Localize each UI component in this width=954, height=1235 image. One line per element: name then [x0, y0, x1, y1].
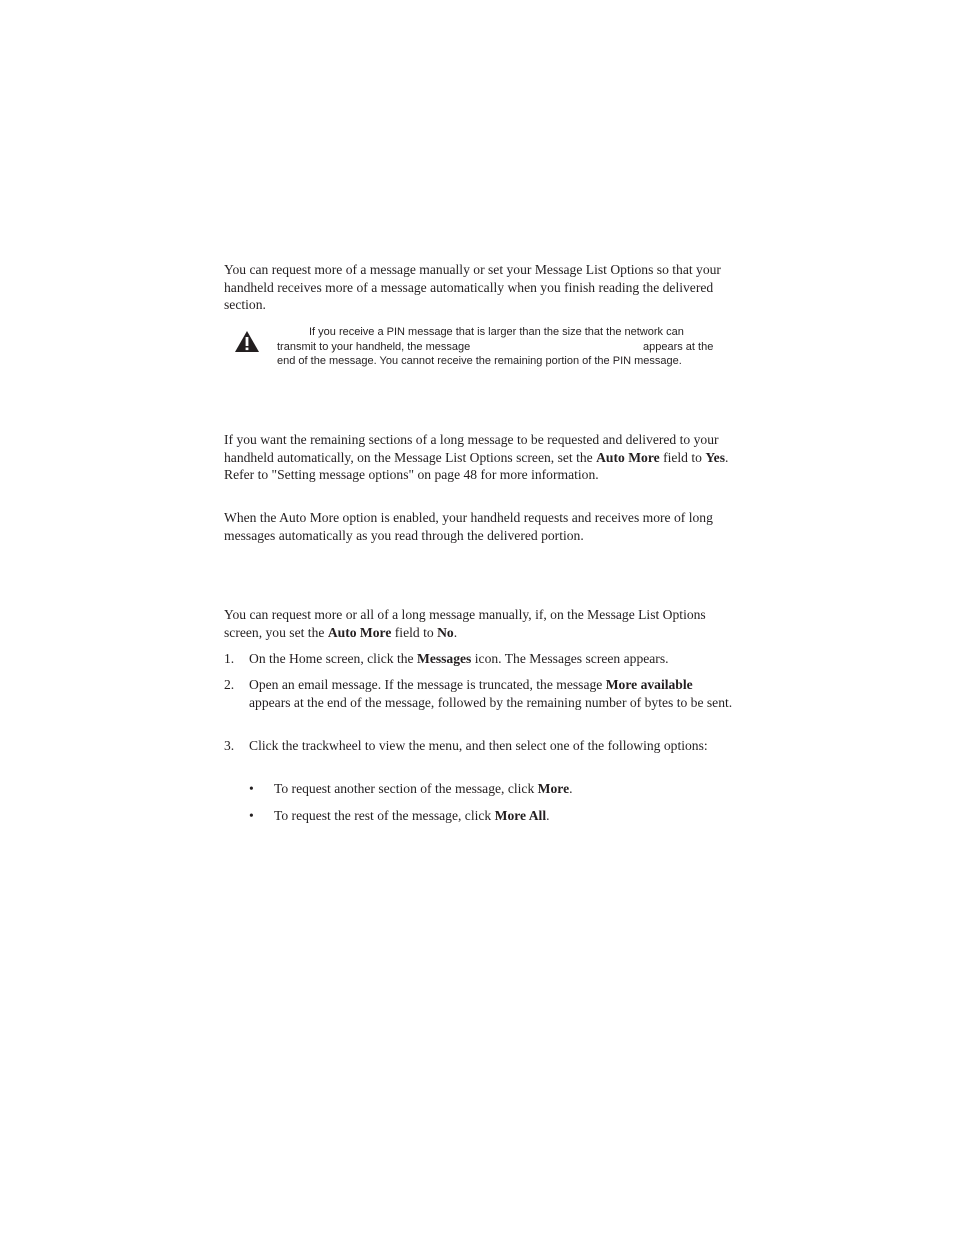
- manual-request-paragraph: [224, 606, 734, 641]
- auto-p1-text-a: If you want the remaining sections of a long message to be requested and delivered to your handheld automatically, on the Message List Options screen, set the: [224, 432, 719, 465]
- messages-icon-label: Messages: [416, 651, 472, 666]
- auto-more-field-label-2: Auto More: [327, 624, 392, 640]
- list-item: [224, 676, 734, 730]
- no-value-label: No: [437, 624, 454, 640]
- step-2-text-a: Open an email message. If the message is truncated, the message: [249, 677, 606, 692]
- list-item: [224, 737, 734, 773]
- auto-p2-text: When the Auto More option is enabled, your handheld requests and receives more of long messages automatically as you read through the delivered portion.: [224, 510, 713, 543]
- step-number: 2.: [224, 677, 235, 692]
- auto-more-paragraph: [224, 431, 734, 484]
- yes-value-label: Yes: [705, 449, 725, 465]
- warning-icon: [234, 330, 260, 353]
- note-line-2: [277, 340, 727, 355]
- more-menu-label: More: [537, 781, 570, 796]
- note-block: [277, 325, 727, 369]
- bullet-glyph: •: [249, 808, 254, 823]
- step-number: 1.: [224, 651, 235, 666]
- bullet-2-text-b: .: [546, 808, 550, 823]
- manual-p1-text-c: .: [453, 624, 458, 640]
- bullet-glyph: •: [249, 781, 254, 796]
- step-1-text-a: On the Home screen, click the: [249, 651, 417, 666]
- more-all-menu-label: More All: [494, 808, 547, 823]
- note-line-3: end of the message. You cannot receive the remaining portion of the PIN message.: [277, 355, 682, 367]
- list-item: [249, 807, 729, 825]
- manual-p1-text-b: field to: [391, 624, 438, 640]
- bullet-text: [274, 807, 550, 825]
- auto-more-field-label: Auto More: [596, 449, 660, 465]
- note-line-2-end: appears at the: [643, 340, 714, 353]
- step-number: 3.: [224, 738, 235, 753]
- intro-text: You can request more of a message manually or set your Message List Options so that your handheld receives more of a message automatically when you finish reading the delivered section.: [224, 262, 721, 312]
- note-line-1: If you receive a PIN message that is larger than the size that the network can: [309, 326, 684, 338]
- bullet-1-text-a: To request another section of the message, click: [274, 781, 538, 796]
- list-item: [249, 780, 729, 798]
- step-3-text-a: Click the trackwheel to view the menu, and then select one of the following options:: [249, 738, 708, 753]
- auto-p1-text-c: . Refer to "Setting message options" on page 48 for more information.: [224, 449, 729, 482]
- auto-more-enabled-paragraph: [224, 509, 734, 544]
- step-text: [249, 650, 734, 668]
- manual-p1-text-a: You can request more or all of a long message manually, if, on the Message List Options screen, you set the: [224, 607, 706, 640]
- step-text: [249, 676, 734, 711]
- list-item: [224, 650, 734, 668]
- step-1-text-b: icon. The Messages screen appears.: [471, 651, 669, 666]
- bullet-2-text-a: To request the rest of the message, click: [274, 808, 495, 823]
- note-line-2-start: transmit to your handheld, the message: [277, 340, 471, 353]
- intro-paragraph: [224, 261, 734, 314]
- bullet-text: [274, 780, 573, 798]
- step-text: [249, 737, 734, 755]
- step-2-text-b: appears at the end of the message, followed by the remaining number of bytes to be sent.: [249, 694, 733, 710]
- more-available-label: More available: [605, 677, 693, 692]
- bullet-1-text-b: .: [569, 781, 573, 796]
- auto-p1-text-b: field to: [659, 449, 706, 465]
